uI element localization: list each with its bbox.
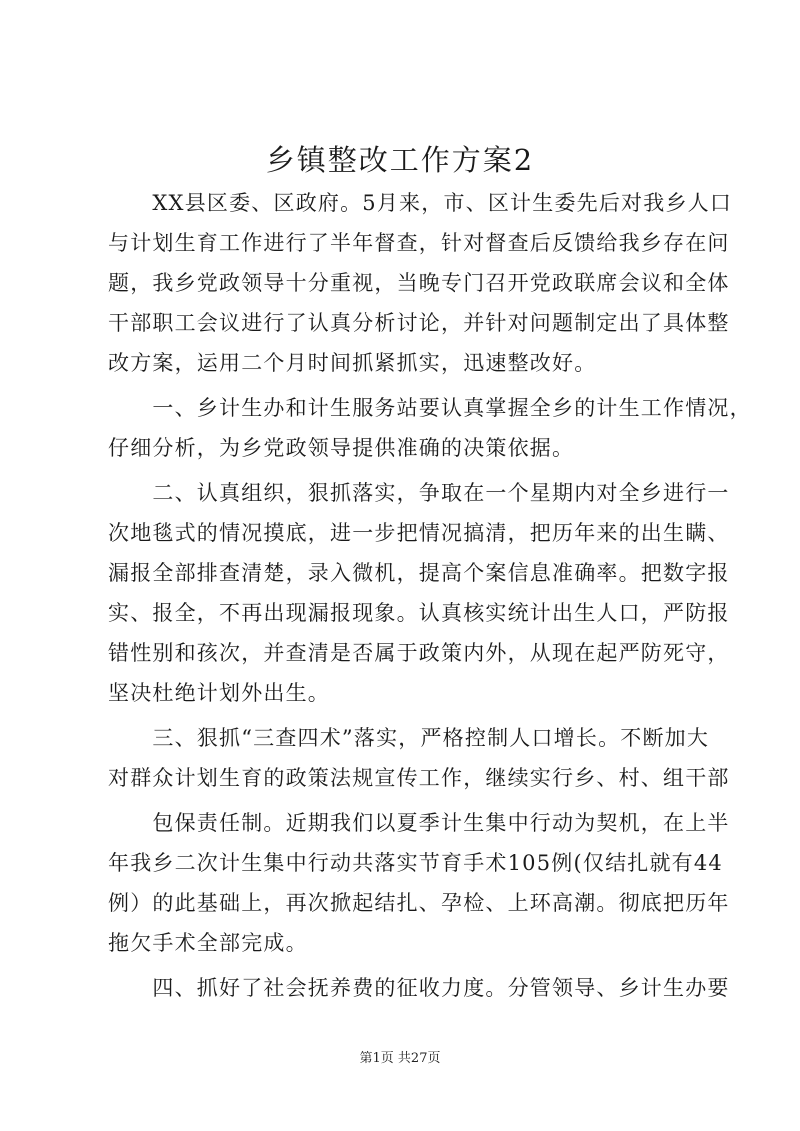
body-line: 对群众计划生育的政策法规宣传工作，继续实行乡、村、组干部	[108, 766, 730, 790]
body-line: 干部职工会议进行了认真分析讨论，并针对问题制定出了具体整	[108, 311, 730, 335]
body-line: 年我乡二次计生集中行动共落实节育手术105例(仅结扎就有44	[108, 851, 723, 875]
body-line: 四、抓好了社会抚养费的征收力度。分管领导、乡计生办要	[108, 976, 730, 1000]
body-line: 包保责任制。近期我们以夏季计生集中行动为契机，在上半	[108, 811, 730, 835]
body-line: 仔细分析，为乡党政领导提供准确的决策依据。	[108, 436, 575, 460]
document-title: 乡镇整改工作方案2	[265, 143, 535, 177]
body-line: 题，我乡党政领导十分重视，当晚专门召开党政联席会议和全体	[108, 271, 730, 295]
body-line: 一、乡计生办和计生服务站要认真掌握全乡的计生工作情况，	[108, 396, 752, 420]
body-line: 错性别和孩次，并查清是否属于政策内外，从现在起严防死守，	[108, 641, 730, 665]
body-line: 实、报全，不再出现漏报现象。认真核实统计出生人口，严防报	[108, 601, 730, 625]
body-line: 例）的此基础上，再次掀起结扎、孕检、上环高潮。彻底把历年	[108, 891, 730, 915]
body-line: 三、狠抓“三查四术”落实，严格控制人口增长。不断加大	[108, 726, 710, 750]
page-footer: 第1页 共27页	[359, 1051, 441, 1066]
body-line: 漏报全部排查清楚，录入微机，提高个案信息准确率。把数字报	[108, 561, 730, 585]
body-line: XX县区委、区政府。5月来，市、区计生委先后对我乡人口	[108, 191, 733, 215]
body-line: 与计划生育工作进行了半年督查，针对督查后反馈给我乡存在问	[108, 231, 730, 255]
body-line: 二、认真组织，狠抓落实，争取在一个星期内对全乡进行一	[108, 481, 730, 505]
body-line: 改方案，运用二个月时间抓紧抓实，迅速整改好。	[108, 351, 597, 375]
body-line: 拖欠手术全部完成。	[108, 931, 308, 955]
body-line: 次地毯式的情况摸底，进一步把情况搞清，把历年来的出生瞒、	[108, 521, 730, 545]
body-line: 坚决杜绝计划外出生。	[108, 681, 330, 705]
